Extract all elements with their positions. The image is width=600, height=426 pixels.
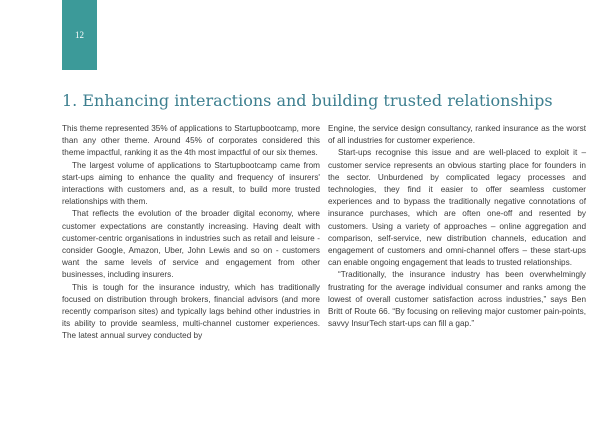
paragraph: That reflects the evolution of the broader digital economy, where customer expectations are constantly increasing. Having dealt with customer-centric organisations in industries such as retail and leisure - consider Google, Amazon, Uber, John Lewis and so on - customers want the same levels of service and engagement from other businesses, including insurers. [62,209,320,280]
section-heading: 1. Enhancing interactions and building trusted relationships [62,91,553,110]
paragraph: “Traditionally, the insurance industry has been overwhelmingly frustrating for the average individual consumer and ranks among the lowest of overall customer satisfaction across industries,” says Ben Britt of Route 66. “By focusing on relieving major customer pain-points, savvy InsurTech start-ups can fill a gap.” [328,270,586,329]
paragraph: Start-ups recognise this issue and are well-placed to exploit it – customer service represents an obvious starting place for founders in the sector. Unburdened by complicated legacy processes and technologies, they find it easier to offer seamless customer experiences and to bypass the traditionally negative connotations of insurance purchases, which are often one-off and resented by customers. Using a variety of approaches – online aggregation and comparison, self-service, new distribution channels, education and engagement of customers and omni-channel offers – these start-ups can enable ongoing engagement that leads to trusted relationships. [328,148,586,268]
paragraph: This is tough for the insurance industry, which has traditionally focused on distribution through brokers, financial advisors (and more recently comparison sites) and typically lags behind other industries in its ability to provide seamless, multi-channel customer experiences. The latest annual survey conducted by [62,282,320,341]
page-number-tab [62,0,97,70]
paragraph: The largest volume of applications to Startupbootcamp came from start-ups aiming to enhance the quality and frequency of insurers' interactions with customers and, as a result, to build more trusted relationships with them. [62,160,320,207]
paragraph: Engine, the service design consultancy, ranked insurance as the worst of all industries for customer experience. [328,124,586,146]
right-text-column [328,123,586,330]
page-number: 12 [75,30,84,40]
left-text-column [62,123,320,343]
paragraph: This theme represented 35% of applications to Startupbootcamp, more than any other theme. Around 45% of corporates considered this theme impactful, ranking it as the 4th most impactful of our six themes. [62,124,320,158]
